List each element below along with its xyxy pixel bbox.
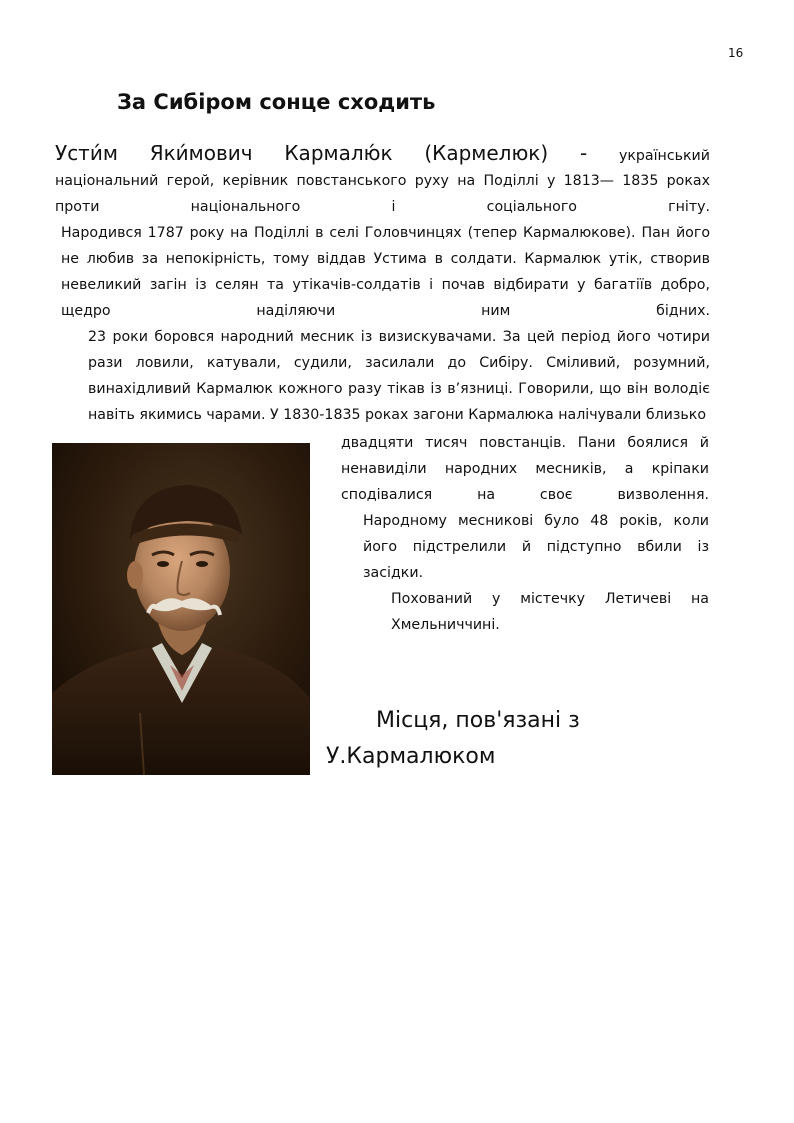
heading-word: Усти́м: [55, 141, 118, 165]
places-heading-line-1: Місця, пов'язані з: [376, 708, 580, 733]
places-heading: [326, 703, 580, 775]
heading-word: (Кармелюк): [424, 141, 549, 165]
portrait-image: [52, 443, 310, 775]
paragraph-1: національний герой, керівник повстанського руху на Поділлі у 1813— 1835 роках проти національного і соціального гніту.: [55, 173, 710, 215]
heading-word: -: [579, 141, 588, 165]
paragraph-2: Народився 1787 року на Поділлі в селі Головчинцях (тепер Кармалюкове). Пан його не любив за непокірність, тому віддав Устима в солдати. Кармалюк утік, створив невеликий загін із селян та утікачів-солдатів і почав відбирати у багатіїв добро, щедро наділяючи ним бідних.: [61, 225, 710, 319]
heading-word: Яки́мович: [149, 141, 253, 165]
page-number: 16: [728, 46, 744, 60]
page-title: За Сибіром сонце сходить: [117, 90, 436, 114]
places-heading-line-2: У.Кармалюком: [326, 744, 496, 769]
heading-word: Кармалю́к: [284, 141, 393, 165]
main-text-block: [55, 140, 710, 428]
paragraph-4: Народному месникові було 48 років, коли його підстрелили й підступно вбили із засідки.: [363, 513, 709, 581]
paragraph-3: 23 роки боровся народний месник із визискувачами. За цей період його чотири рази ловили, катували, судили, засилали до Сибіру. Сміливий, розумний, винахідливий Кармалюк кожного разу тікав із в’язниці. Говорили, що він володіє навіть якимись чарами. У 1830-1835 роках загони Кармалюка налічували близько: [88, 329, 710, 423]
heading-word: український: [618, 148, 710, 164]
side-text-block: [341, 430, 709, 638]
paragraph-3-continued: двадцяти тисяч повстанців. Пани боялися й ненавиділи народних месників, а кріпаки сподівалися на своє визволення.: [341, 435, 709, 503]
intro-heading-line: [55, 140, 710, 166]
paragraph-5: Похований у містечку Летичеві на Хмельниччині.: [391, 591, 709, 633]
